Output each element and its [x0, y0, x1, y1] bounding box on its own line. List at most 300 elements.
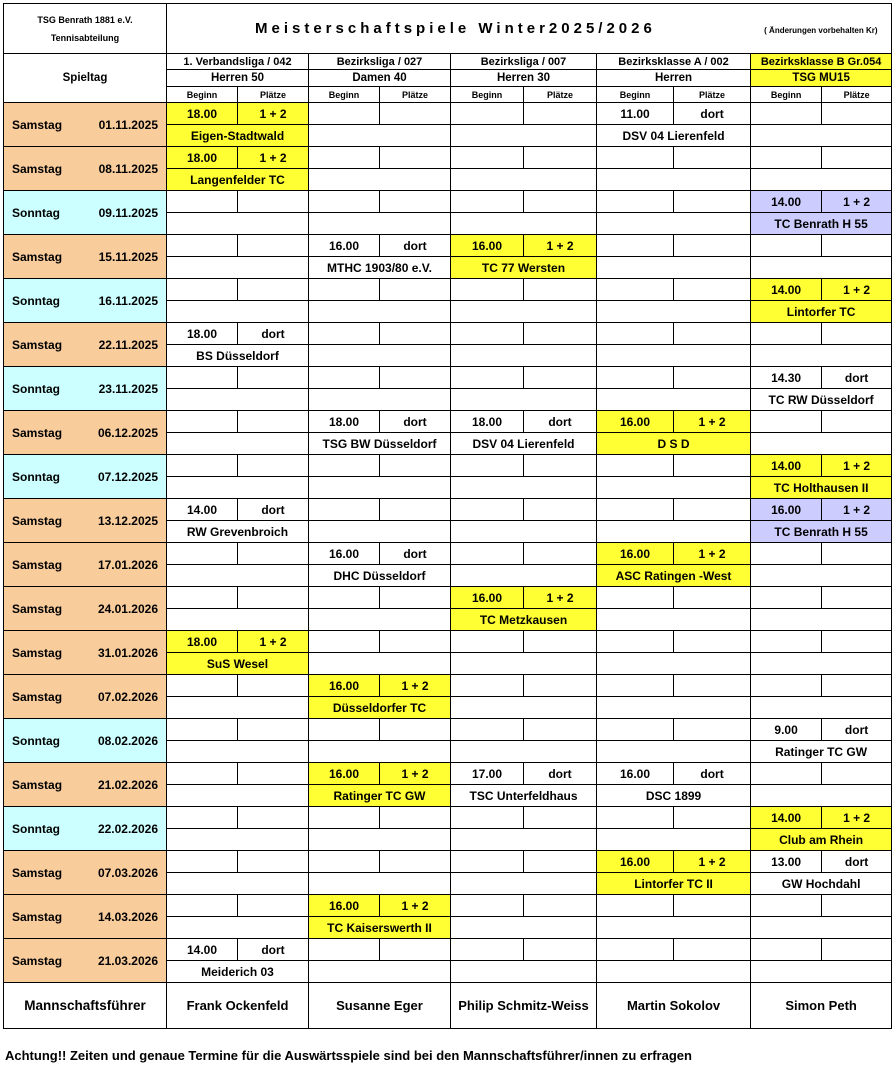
opponent — [597, 257, 751, 279]
opponent — [451, 961, 597, 983]
courts: dort — [380, 411, 451, 433]
start-time: 13.00 — [751, 851, 822, 873]
opponent — [597, 829, 751, 851]
courts: 1 + 2 — [380, 895, 451, 917]
start-time: 18.00 — [451, 411, 524, 433]
begin-header: Beginn — [751, 87, 822, 103]
start-time: 16.00 — [309, 543, 380, 565]
match-row — [4, 367, 892, 389]
note-cell — [751, 4, 892, 54]
match-day-cell — [4, 279, 167, 323]
match-row — [4, 851, 892, 873]
opponent — [167, 785, 309, 807]
match-date: 22.02.2026 — [97, 821, 158, 836]
courts — [238, 895, 309, 917]
opponent — [451, 741, 597, 763]
courts: 1 + 2 — [524, 235, 597, 257]
captain-name: Philip Schmitz-Weiss — [451, 983, 597, 1029]
captain-name: Simon Peth — [751, 983, 892, 1029]
start-time — [597, 235, 674, 257]
team-header: Herren — [597, 70, 751, 87]
opponent: Eigen-Stadtwald — [167, 125, 309, 147]
opponent — [167, 257, 309, 279]
match-row — [4, 807, 892, 829]
weekday: Samstag — [12, 777, 63, 792]
weekday: Sonntag — [12, 469, 60, 484]
courts — [238, 191, 309, 213]
match-date: 21.03.2026 — [97, 953, 158, 968]
match-day-cell — [4, 587, 167, 631]
weekday: Samstag — [12, 425, 63, 440]
opponent — [309, 477, 451, 499]
opponent: TC 77 Wersten — [451, 257, 597, 279]
match-day-cell — [4, 719, 167, 763]
courts — [238, 411, 309, 433]
start-time — [309, 191, 380, 213]
opponent: TC RW Düsseldorf — [751, 389, 892, 411]
start-time — [451, 103, 524, 125]
opponent — [751, 565, 892, 587]
opponent — [751, 345, 892, 367]
start-time — [451, 499, 524, 521]
match-date: 23.11.2025 — [98, 381, 158, 396]
match-day-cell — [4, 895, 167, 939]
start-time: 16.00 — [597, 543, 674, 565]
opponent — [309, 389, 451, 411]
match-date: 14.03.2026 — [97, 909, 158, 924]
begin-header: Beginn — [451, 87, 524, 103]
opponent — [751, 433, 892, 455]
match-date: 07.02.2026 — [97, 689, 158, 704]
opponent: TC Benrath H 55 — [751, 213, 892, 235]
courts — [822, 895, 892, 917]
courts — [524, 455, 597, 477]
match-day-cell — [4, 499, 167, 543]
match-date: 24.01.2026 — [97, 601, 158, 616]
start-time — [309, 587, 380, 609]
start-time — [309, 367, 380, 389]
weekday: Samstag — [12, 249, 63, 264]
match-date: 07.03.2026 — [97, 865, 158, 880]
opponent: Lintorfer TC II — [597, 873, 751, 895]
courts: dort — [822, 367, 892, 389]
courts: dort — [674, 763, 751, 785]
match-date: 15.11.2025 — [98, 249, 158, 264]
opponent — [751, 125, 892, 147]
start-time: 14.30 — [751, 367, 822, 389]
opponent — [309, 125, 451, 147]
opponent — [451, 697, 597, 719]
match-row — [4, 631, 892, 653]
start-time — [597, 191, 674, 213]
opponent — [167, 301, 309, 323]
courts — [674, 279, 751, 301]
start-time — [167, 895, 238, 917]
match-day-cell — [4, 323, 167, 367]
weekday: Samstag — [12, 513, 63, 528]
opponent — [309, 213, 451, 235]
start-time — [309, 851, 380, 873]
start-time — [309, 103, 380, 125]
opponent: Lintorfer TC — [751, 301, 892, 323]
start-time: 14.00 — [751, 807, 822, 829]
courts: dort — [238, 939, 309, 961]
start-time — [451, 543, 524, 565]
courts: dort — [380, 235, 451, 257]
start-time — [309, 147, 380, 169]
start-time — [597, 499, 674, 521]
team-header: TSG MU15 — [751, 70, 892, 87]
match-date: 07.12.2025 — [97, 469, 158, 484]
opponent — [597, 389, 751, 411]
match-row — [4, 323, 892, 345]
start-time: 16.00 — [309, 763, 380, 785]
captain-name: Susanne Eger — [309, 983, 451, 1029]
match-day-cell — [4, 191, 167, 235]
opponent: RW Grevenbroich — [167, 521, 309, 543]
opponent — [597, 697, 751, 719]
courts — [238, 543, 309, 565]
opponent — [451, 521, 597, 543]
courts — [524, 939, 597, 961]
weekday: Samstag — [12, 117, 63, 132]
match-day-cell — [4, 631, 167, 675]
match-day-cell — [4, 147, 167, 191]
courts — [380, 455, 451, 477]
opponent — [751, 917, 892, 939]
opponent — [309, 829, 451, 851]
weekday: Samstag — [12, 689, 63, 704]
start-time — [751, 103, 822, 125]
match-row — [4, 499, 892, 521]
start-time: 16.00 — [309, 895, 380, 917]
courts — [380, 323, 451, 345]
schedule-table — [3, 3, 892, 1029]
start-time — [751, 587, 822, 609]
opponent — [451, 301, 597, 323]
start-time — [167, 763, 238, 785]
opponent — [167, 829, 309, 851]
begin-header: Beginn — [167, 87, 238, 103]
courts — [674, 191, 751, 213]
opponent — [167, 741, 309, 763]
start-time — [751, 675, 822, 697]
league-header: Bezirksliga / 027 — [309, 54, 451, 70]
start-time — [451, 631, 524, 653]
start-time — [309, 939, 380, 961]
courts: dort — [822, 719, 892, 741]
title-cell — [167, 4, 751, 54]
club-header — [4, 4, 167, 54]
courts — [380, 191, 451, 213]
start-time — [597, 587, 674, 609]
start-time: 16.00 — [451, 235, 524, 257]
opponent — [451, 917, 597, 939]
courts — [524, 103, 597, 125]
opponent — [451, 873, 597, 895]
match-row — [4, 543, 892, 565]
start-time — [451, 367, 524, 389]
courts — [524, 323, 597, 345]
opponent: DHC Düsseldorf — [309, 565, 451, 587]
opponent: TSC Unterfeldhaus — [451, 785, 597, 807]
opponent — [751, 653, 892, 675]
page-title: Meisterschaftspiele Winter2025/2026 — [255, 19, 656, 37]
opponent — [751, 961, 892, 983]
opponent: Langenfelder TC — [167, 169, 309, 191]
courts — [822, 411, 892, 433]
courts — [822, 543, 892, 565]
begin-header: Beginn — [309, 87, 380, 103]
start-time: 14.00 — [751, 279, 822, 301]
opponent: GW Hochdahl — [751, 873, 892, 895]
match-date: 31.01.2026 — [97, 645, 158, 660]
courts — [674, 939, 751, 961]
league-header: Bezirksklasse A / 002 — [597, 54, 751, 70]
courts — [524, 851, 597, 873]
courts — [380, 103, 451, 125]
courts — [524, 191, 597, 213]
weekday: Samstag — [12, 953, 63, 968]
start-time — [451, 675, 524, 697]
team-header: Herren 50 — [167, 70, 309, 87]
opponent: Ratinger TC GW — [309, 785, 451, 807]
start-time — [167, 367, 238, 389]
start-time: 16.00 — [309, 675, 380, 697]
opponent: BS Düsseldorf — [167, 345, 309, 367]
courts: 1 + 2 — [238, 631, 309, 653]
league-header: 1. Verbandsliga / 042 — [167, 54, 309, 70]
start-time — [751, 323, 822, 345]
opponent — [167, 873, 309, 895]
courts — [674, 499, 751, 521]
weekday: Samstag — [12, 161, 63, 176]
start-time — [167, 279, 238, 301]
start-time: 14.00 — [167, 939, 238, 961]
opponent — [451, 213, 597, 235]
opponent — [597, 521, 751, 543]
opponent: TC Kaiserswerth II — [309, 917, 451, 939]
courts: 1 + 2 — [238, 103, 309, 125]
opponent — [597, 917, 751, 939]
opponent — [597, 477, 751, 499]
match-date: 08.11.2025 — [98, 161, 158, 176]
courts — [380, 279, 451, 301]
opponent — [451, 829, 597, 851]
courts — [524, 147, 597, 169]
start-time: 14.00 — [751, 191, 822, 213]
start-time — [597, 147, 674, 169]
start-time — [167, 543, 238, 565]
opponent — [309, 741, 451, 763]
opponent: TC Holthausen II — [751, 477, 892, 499]
weekday: Sonntag — [12, 205, 60, 220]
opponent — [167, 213, 309, 235]
opponent — [309, 521, 451, 543]
opponent — [597, 961, 751, 983]
courts — [380, 719, 451, 741]
courts — [524, 543, 597, 565]
start-time — [309, 499, 380, 521]
courts — [524, 279, 597, 301]
opponent — [309, 345, 451, 367]
courts — [380, 499, 451, 521]
start-time: 18.00 — [309, 411, 380, 433]
weekday: Samstag — [12, 557, 63, 572]
weekday: Sonntag — [12, 381, 60, 396]
start-time — [751, 147, 822, 169]
opponent — [751, 257, 892, 279]
start-time: 18.00 — [167, 323, 238, 345]
courts: 1 + 2 — [524, 587, 597, 609]
match-date: 08.02.2026 — [97, 733, 158, 748]
match-day-cell — [4, 675, 167, 719]
courts — [238, 235, 309, 257]
courts — [822, 103, 892, 125]
courts — [822, 235, 892, 257]
match-row — [4, 103, 892, 125]
start-time: 14.00 — [751, 455, 822, 477]
courts — [822, 675, 892, 697]
start-time — [751, 939, 822, 961]
courts: dort — [238, 499, 309, 521]
team-header: Herren 30 — [451, 70, 597, 87]
opponent — [597, 345, 751, 367]
start-time — [309, 279, 380, 301]
courts — [524, 719, 597, 741]
courts: dort — [380, 543, 451, 565]
league-header: Bezirksklasse B Gr.054 — [751, 54, 892, 70]
opponent: ASC Ratingen -West — [597, 565, 751, 587]
opponent — [167, 477, 309, 499]
courts — [674, 455, 751, 477]
courts: 1 + 2 — [822, 455, 892, 477]
opponent — [451, 345, 597, 367]
opponent: D S D — [597, 433, 751, 455]
spieltag-header: Spieltag — [4, 54, 167, 103]
opponent — [597, 609, 751, 631]
start-time: 17.00 — [451, 763, 524, 785]
opponent — [597, 213, 751, 235]
start-time — [451, 719, 524, 741]
courts — [380, 587, 451, 609]
start-time — [751, 895, 822, 917]
opponent — [751, 697, 892, 719]
opponent: TC Benrath H 55 — [751, 521, 892, 543]
opponent: DSV 04 Lierenfeld — [597, 125, 751, 147]
opponent — [597, 169, 751, 191]
changes-note: ( Änderungen vorbehalten Kr) — [764, 25, 878, 35]
league-header: Bezirksliga / 007 — [451, 54, 597, 70]
opponent: Ratinger TC GW — [751, 741, 892, 763]
courts — [674, 719, 751, 741]
match-date: 06.12.2025 — [97, 425, 158, 440]
weekday: Sonntag — [12, 821, 60, 836]
courts — [380, 851, 451, 873]
courts: 1 + 2 — [238, 147, 309, 169]
start-time — [309, 323, 380, 345]
courts — [674, 631, 751, 653]
courts — [238, 763, 309, 785]
match-day-cell — [4, 235, 167, 279]
opponent — [451, 565, 597, 587]
opponent: SuS Wesel — [167, 653, 309, 675]
start-time — [167, 191, 238, 213]
team-header: Damen 40 — [309, 70, 451, 87]
match-row — [4, 587, 892, 609]
courts — [674, 323, 751, 345]
begin-header: Beginn — [597, 87, 674, 103]
opponent — [167, 697, 309, 719]
start-time — [309, 631, 380, 653]
courts: 1 + 2 — [822, 279, 892, 301]
courts: 1 + 2 — [822, 499, 892, 521]
courts — [238, 587, 309, 609]
start-time — [597, 631, 674, 653]
start-time: 16.00 — [751, 499, 822, 521]
opponent — [597, 301, 751, 323]
match-row — [4, 939, 892, 961]
start-time — [597, 279, 674, 301]
start-time — [167, 807, 238, 829]
opponent: Meiderich 03 — [167, 961, 309, 983]
captains-label: Mannschaftsführer — [4, 983, 167, 1029]
courts — [238, 807, 309, 829]
opponent — [167, 433, 309, 455]
courts — [524, 367, 597, 389]
courts: 1 + 2 — [822, 807, 892, 829]
start-time — [309, 455, 380, 477]
courts — [674, 675, 751, 697]
weekday: Samstag — [12, 645, 63, 660]
opponent — [167, 565, 309, 587]
start-time — [597, 807, 674, 829]
match-row — [4, 411, 892, 433]
match-date: 22.11.2025 — [98, 337, 158, 352]
start-time — [167, 851, 238, 873]
courts — [524, 631, 597, 653]
start-time — [451, 191, 524, 213]
courts — [238, 367, 309, 389]
start-time — [597, 367, 674, 389]
courts — [674, 587, 751, 609]
match-date: 17.01.2026 — [97, 557, 158, 572]
weekday: Samstag — [12, 601, 63, 616]
courts: dort — [822, 851, 892, 873]
opponent — [167, 609, 309, 631]
match-row — [4, 719, 892, 741]
match-date: 21.02.2026 — [97, 777, 158, 792]
start-time — [751, 763, 822, 785]
courts — [380, 367, 451, 389]
start-time — [751, 235, 822, 257]
match-row — [4, 455, 892, 477]
courts: dort — [674, 103, 751, 125]
start-time: 18.00 — [167, 147, 238, 169]
courts — [380, 939, 451, 961]
start-time — [167, 675, 238, 697]
start-time — [597, 323, 674, 345]
start-time: 18.00 — [167, 103, 238, 125]
start-time — [167, 587, 238, 609]
department-name: Tennisabteilung — [50, 32, 120, 43]
start-time: 16.00 — [309, 235, 380, 257]
start-time — [451, 279, 524, 301]
start-time — [451, 895, 524, 917]
opponent — [167, 917, 309, 939]
courts — [674, 147, 751, 169]
courts — [822, 323, 892, 345]
